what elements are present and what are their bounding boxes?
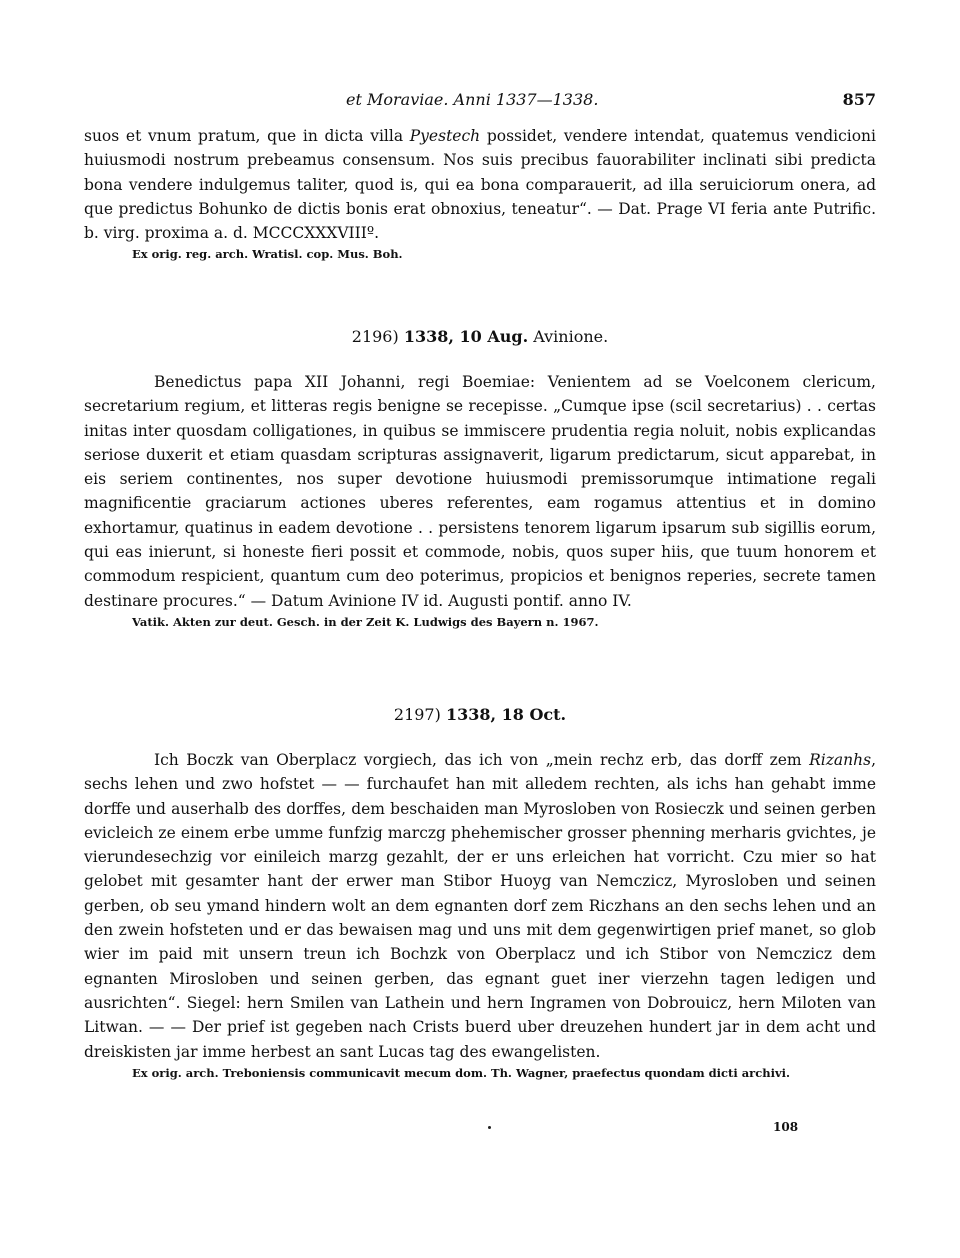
document-body-2197 [84, 748, 876, 1082]
document-paragraph: Benedictus papa XII Johanni, regi Boemiae: Venientem ad se Voelconem clericum, secretarium regium, et litteras regis benigne se recepisse. „Cumque ipse (scil secretarius) . . certas initas inter quosdam colligationes, in quibus se immiscere prudentia regia noluit, nobis explicandas seriose duxerit et etiam quasdam scripturas assignaverit, ligarum predictarum, sicut apparebat, in eis seriem continentes, nos super devotione huiusmodi premissorumque intimatione regali magnificentie graciarum actiones uberes referentes, eam rogamus attentius et in domino exhortamur, quatinus in eadem devotione . . persistens tenorem ligarum ipsarum sub sigillis eorum, qui eas inierunt, si honeste fieri possit et commode, nobis, quos super hiis, que tuum honorem et commodum respicient, quantum cum deo poterimus, propicios et benignos reperies, secrete tamen destinare procures.“ — Datum Avinione IV id. Augusti pontif. anno IV. [84, 373, 876, 610]
continuation-paragraph: suos et vnum pratum, que in dicta villa Pyestech possidet, vendere intendat, quatemus vendicioni huiusmodi nostrum prebeamus consensum. Nos suis precibus fauorabiliter inclinati sibi predicta bona vendere indulgemus taliter, quod is, qui ea bona comparauerit, ad illa seruiciorum onera, ad que predictus Bohunko de dictis bonis erat obnoxius, teneatur“. — Dat. Prage VI feria ante Putrific. b. virg. proxima a. d. MCCCXXXVIIIº. [84, 127, 876, 243]
continuation-text-block [84, 124, 876, 263]
document-date: 1338, 18 Oct. [445, 705, 567, 724]
document-number: 2196) [351, 327, 399, 346]
running-header [84, 90, 876, 114]
page-number: 857 [842, 90, 876, 109]
document-heading-2197 [84, 705, 876, 724]
source-note: Ex orig. arch. Treboniensis communicavit mecum dom. Th. Wagner, praefectus quondam dicti archivi. [132, 1065, 791, 1080]
document-place: Avinione. [533, 327, 609, 346]
document-body-2196 [84, 370, 876, 631]
place-name-italic: Rizanhs [809, 751, 872, 769]
print-mark [488, 1126, 491, 1129]
signature-mark: 108 [773, 1120, 799, 1134]
document-date: 1338, 10 Aug. [403, 327, 529, 346]
source-note: Vatik. Akten zur deut. Gesch. in der Zeit K. Ludwigs des Bayern n. 1967. [132, 614, 599, 629]
document-heading-2196 [84, 327, 876, 346]
document-paragraph: Ich Boczk van Oberplacz vorgiech, das ich von „mein rechz erb, das dorff zem Rizanhs, sechs lehen und zwo hofstet — — furchaufet han mit alledem rechten, als ichs han gehabt imme dorffe und auserhalb des dorffes, dem beschaiden man Myrosloben von Rosieczk und seinen gerben evicleich ze einem erbe umme funfzig marczg phehemischer grosser phenning merharis gvichtes, je vierundesechzig vor einileich marzg gezahlt, der er uns erleichen hat vorricht. Czu mier so hat gelobet mit gesamter hant der erwer man Stibor Huoyg van Nemczicz, Myrosloben und seinen gerben, ob seu ymand hindern wolt an dem egnanten dorf zem Riczhans an den sechs lehen und an den zwein hofsteten und er das bewaisen mag und uns mit dem gegenwirtigen prief manet, so glob wier im paid mit unsern treun ich Bochzk von Oberplacz und ich Stibor von Nemczicz dem egnanten Mirosloben und seinen gerben, das egnant guet iner vierzehn tagen ledigen und ausrichten“. Siegel: hern Smilen van Lathein und hern Ingramen von Dobrouicz, hern Miloten van Litwan. — — Der prief ist gegeben nach Crists buerd uber dreuzehen hundert jar in dem acht und dreiskisten jar imme herbest an sant Lucas tag des ewangelisten. [84, 751, 876, 1061]
header-title: et Moraviae. Anni 1337—1338. [346, 90, 599, 109]
document-number: 2197) [393, 705, 441, 724]
place-name-italic: Pyestech [409, 127, 481, 145]
source-note: Ex orig. reg. arch. Wratisl. cop. Mus. Boh. [132, 247, 403, 262]
